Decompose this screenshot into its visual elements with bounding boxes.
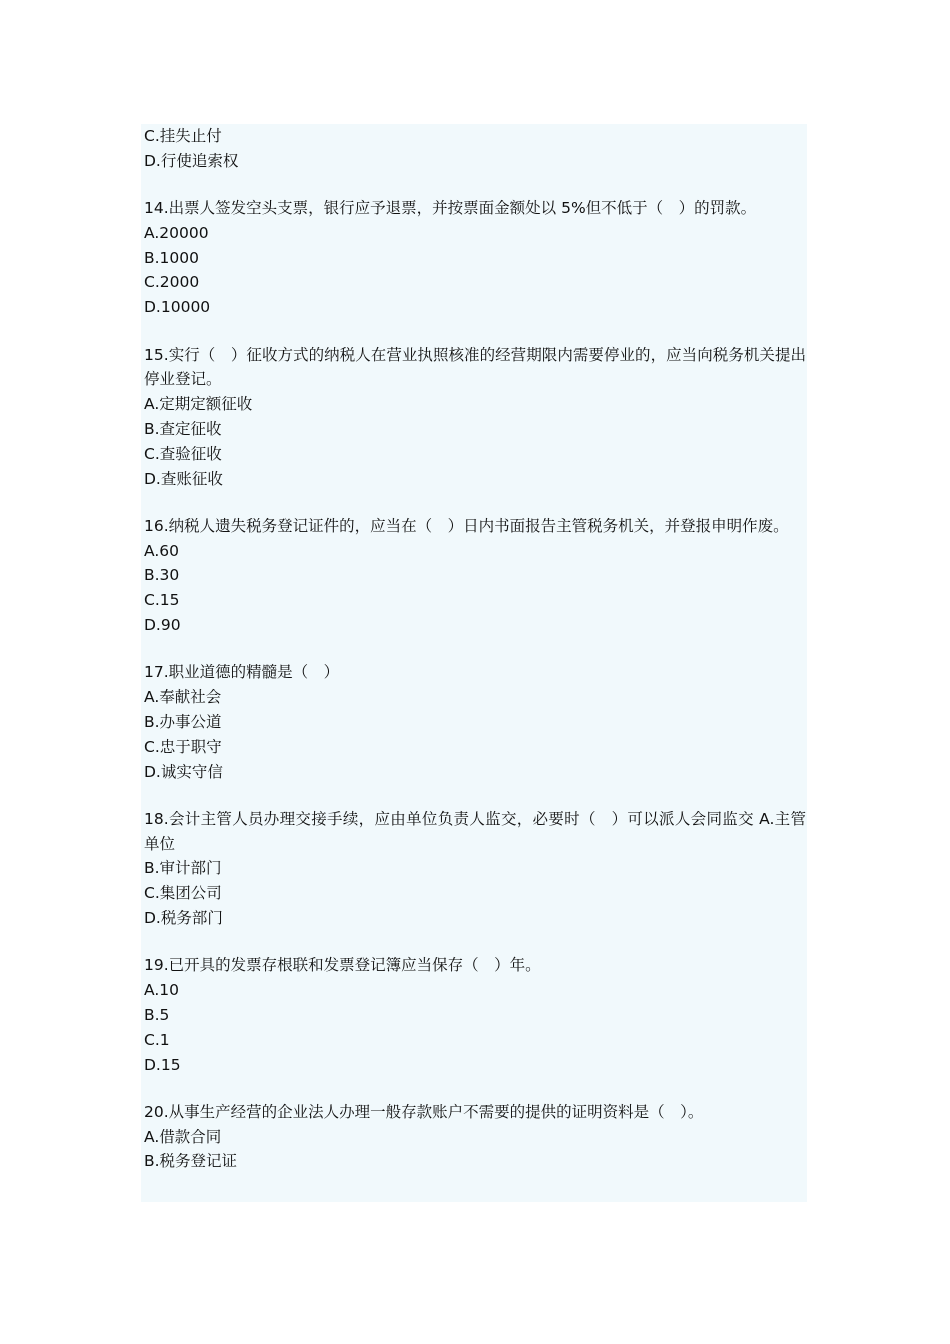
option-text: D.查账征收	[144, 469, 223, 488]
option-text: B.1000	[144, 248, 200, 267]
question-text: 17.职业道德的精髓是（ ）	[144, 663, 340, 682]
question-15	[144, 343, 806, 492]
option-text: B.税务登记证	[144, 1152, 238, 1171]
option-text: D.诚实守信	[144, 762, 223, 781]
question-19	[144, 953, 806, 1077]
question-text: 14.出票人签发空头支票，银行应予退票，并按票面金额处以 5%但不低于（ ）的罚款。	[144, 199, 757, 218]
option-text: B.5	[144, 1005, 170, 1024]
option-text: D.10000	[144, 298, 211, 317]
question-text: 15.实行（ ）征收方式的纳税人在营业执照核准的经营期限内需要停业的，应当向税务机关提出停业登记。	[144, 345, 806, 389]
question-text: 16.纳税人遗失税务登记证件的，应当在（ ）日内书面报告主管税务机关，并登报申明作废。	[144, 516, 789, 535]
option-text: C.集团公司	[144, 884, 222, 903]
option-text: B.查定征收	[144, 419, 222, 438]
option-text: C.1	[144, 1030, 170, 1049]
question-17	[144, 660, 806, 784]
option-text: C.查验征收	[144, 444, 222, 463]
question-text: 18.会计主管人员办理交接手续，应由单位负责人监交，必要时（ ）可以派人会同监交 A.主管单位	[144, 809, 806, 853]
option-text: B.审计部门	[144, 859, 222, 878]
question-18	[144, 807, 806, 931]
question-14	[144, 196, 806, 320]
option-text: C.15	[144, 591, 180, 610]
option-text: B.办事公道	[144, 712, 222, 731]
option-text: D.90	[144, 616, 181, 635]
option-text: C.2000	[144, 273, 200, 292]
document-content	[144, 124, 806, 1174]
question-text: 20.从事生产经营的企业法人办理一般存款账户不需要的提供的证明资料是（ ）。	[144, 1102, 704, 1121]
option-text: A.借款合同	[144, 1127, 222, 1146]
question-20	[144, 1100, 806, 1174]
carryover-options	[144, 124, 806, 174]
option-text: D.15	[144, 1055, 181, 1074]
option-text: A.定期定额征收	[144, 395, 253, 414]
option-text: B.30	[144, 566, 180, 585]
option-text: A.60	[144, 541, 179, 560]
question-text: 19.已开具的发票存根联和发票登记簿应当保存（ ）年。	[144, 956, 541, 975]
option-text: C.忠于职守	[144, 737, 222, 756]
option-text: A.奉献社会	[144, 688, 222, 707]
option-text: D.行使追索权	[144, 151, 239, 170]
option-text: C.挂失止付	[144, 127, 222, 145]
question-16	[144, 514, 806, 638]
option-text: A.20000	[144, 223, 209, 242]
option-text: A.10	[144, 981, 179, 1000]
option-text: D.税务部门	[144, 909, 223, 928]
